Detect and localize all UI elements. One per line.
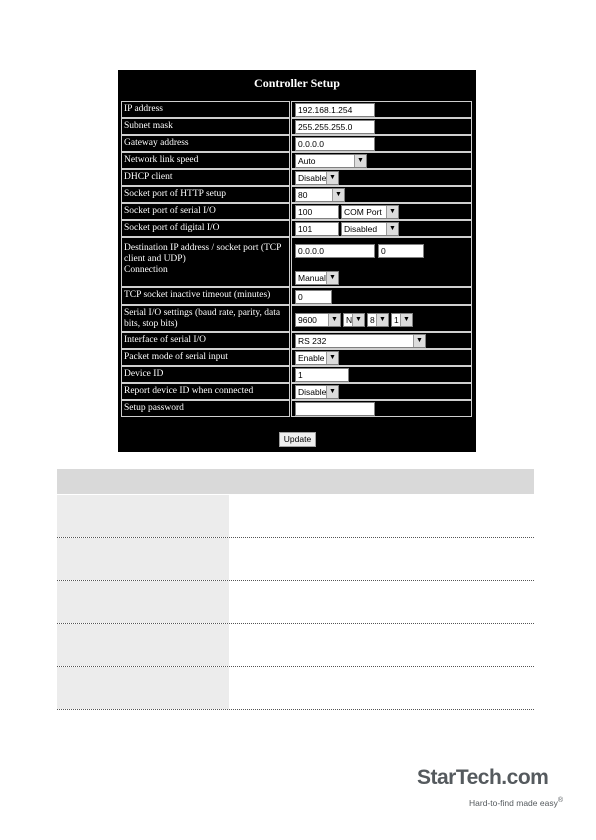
serial-port-mode-select[interactable] <box>341 205 399 219</box>
chevron-down-icon: ▼ <box>376 314 388 326</box>
label-digital-port: Socket port of digital I/O <box>121 220 290 237</box>
destination-port-input[interactable]: 0 <box>378 244 424 258</box>
registered-mark: ® <box>557 796 564 804</box>
logo-tagline <box>469 796 563 808</box>
stop-bits-select[interactable] <box>391 313 413 327</box>
row-gateway-address <box>121 135 472 152</box>
row-serial-port <box>121 203 472 220</box>
connection-label-text: Connection <box>124 265 168 275</box>
row-divider <box>57 709 534 710</box>
startech-logo <box>417 766 567 816</box>
chevron-down-icon: ▼ <box>386 223 398 235</box>
row-device-id <box>121 366 472 383</box>
table-row <box>57 667 534 710</box>
tcp-timeout-input[interactable]: 0 <box>295 290 332 304</box>
chevron-down-icon: ▼ <box>400 314 412 326</box>
label-dhcp-client: DHCP client <box>121 169 290 186</box>
panel-title: Controller Setup <box>254 76 340 90</box>
row-packet-mode <box>121 349 472 366</box>
label-serial-interface: Interface of serial I/O <box>121 332 290 349</box>
table-row-key-cell <box>57 667 229 709</box>
digital-port-mode-select[interactable] <box>341 222 399 236</box>
row-setup-password <box>121 400 472 417</box>
parity-value: N <box>346 315 353 325</box>
update-button[interactable]: Update <box>279 432 316 447</box>
label-subnet-mask: Subnet mask <box>121 118 290 135</box>
data-bits-value: 8 <box>370 315 375 325</box>
chevron-down-icon: ▼ <box>326 172 338 184</box>
subnet-mask-input[interactable]: 255.255.255.0 <box>295 120 375 134</box>
label-network-link-speed: Network link speed <box>121 152 290 169</box>
row-subnet-mask <box>121 118 472 135</box>
chevron-down-icon: ▼ <box>352 314 364 326</box>
baud-rate-select[interactable] <box>295 313 341 327</box>
serial-interface-value: RS 232 <box>298 336 327 346</box>
table-row-key-cell <box>57 538 229 580</box>
data-bits-select[interactable] <box>367 313 389 327</box>
digital-port-input[interactable]: 101 <box>295 222 339 236</box>
label-destination <box>121 237 290 287</box>
label-tcp-timeout: TCP socket inactive timeout (minutes) <box>121 287 290 305</box>
row-digital-port <box>121 220 472 237</box>
dhcp-client-select[interactable] <box>295 171 339 185</box>
row-http-port <box>121 186 472 203</box>
http-port-select[interactable] <box>295 188 345 202</box>
packet-mode-select[interactable] <box>295 351 339 365</box>
label-setup-password: Setup password <box>121 400 290 417</box>
label-serial-settings: Serial I/O settings (baud rate, parity, data bits, stop bits) <box>121 305 290 332</box>
table-row-key-cell <box>57 495 229 537</box>
baud-rate-value: 9600 <box>298 315 317 325</box>
connection-select[interactable] <box>295 271 339 285</box>
row-ip-address <box>121 101 472 118</box>
report-device-id-select[interactable] <box>295 385 339 399</box>
serial-port-input[interactable]: 100 <box>295 205 339 219</box>
setup-password-input[interactable] <box>295 402 375 416</box>
settings-grid <box>121 101 472 489</box>
label-http-port: Socket port of HTTP setup <box>121 186 290 203</box>
gateway-address-input[interactable]: 0.0.0.0 <box>295 137 375 151</box>
row-report-device-id <box>121 383 472 400</box>
controller-setup-panel <box>118 70 476 452</box>
row-network-link-speed <box>121 152 472 169</box>
table-row <box>57 538 534 581</box>
label-serial-port: Socket port of serial I/O <box>121 203 290 220</box>
packet-mode-value: Enable <box>298 353 325 363</box>
table-row <box>57 581 534 624</box>
device-id-input[interactable]: 1 <box>295 368 349 382</box>
http-port-value: 80 <box>298 190 308 200</box>
serial-port-mode-value: COM Port <box>344 207 382 217</box>
logo-tagline-text: Hard-to-find made easy <box>469 797 558 808</box>
row-tcp-timeout <box>121 287 472 305</box>
ip-address-input[interactable]: 192.168.1.254 <box>295 103 375 117</box>
chevron-down-icon: ▼ <box>354 155 366 167</box>
network-link-speed-select[interactable] <box>295 154 367 168</box>
chevron-down-icon: ▼ <box>386 206 398 218</box>
label-ip-address: IP address <box>121 101 290 118</box>
destination-ip-input[interactable]: 0.0.0.0 <box>295 244 375 258</box>
stop-bits-value: 1 <box>394 315 399 325</box>
parity-select[interactable] <box>343 313 365 327</box>
destination-label-text: Destination IP address / socket port (TCP client and UDP) <box>124 243 282 264</box>
row-destination <box>121 237 472 287</box>
row-dhcp-client <box>121 169 472 186</box>
network-link-speed-value: Auto <box>298 156 316 166</box>
row-serial-interface <box>121 332 472 349</box>
label-report-device-id: Report device ID when connected <box>121 383 290 400</box>
report-device-id-value: Disable <box>298 387 327 397</box>
dhcp-client-value: Disable <box>298 173 327 183</box>
table-row-key-cell <box>57 581 229 623</box>
table-header <box>57 469 534 494</box>
label-device-id: Device ID <box>121 366 290 383</box>
table-row <box>57 624 534 667</box>
chevron-down-icon: ▼ <box>332 189 344 201</box>
label-gateway-address: Gateway address <box>121 135 290 152</box>
label-packet-mode: Packet mode of serial input <box>121 349 290 366</box>
connection-value: Manual <box>298 273 326 283</box>
chevron-down-icon: ▼ <box>326 272 338 284</box>
serial-interface-select[interactable] <box>295 334 426 348</box>
table-row-key-cell <box>57 624 229 666</box>
chevron-down-icon: ▼ <box>326 352 338 364</box>
logo-wordmark: StarTech.com <box>417 766 549 789</box>
row-serial-settings <box>121 305 472 332</box>
digital-port-mode-value: Disabled <box>344 224 378 234</box>
chevron-down-icon: ▼ <box>326 386 338 398</box>
chevron-down-icon: ▼ <box>413 335 425 347</box>
chevron-down-icon: ▼ <box>328 314 340 326</box>
table-row <box>57 495 534 538</box>
